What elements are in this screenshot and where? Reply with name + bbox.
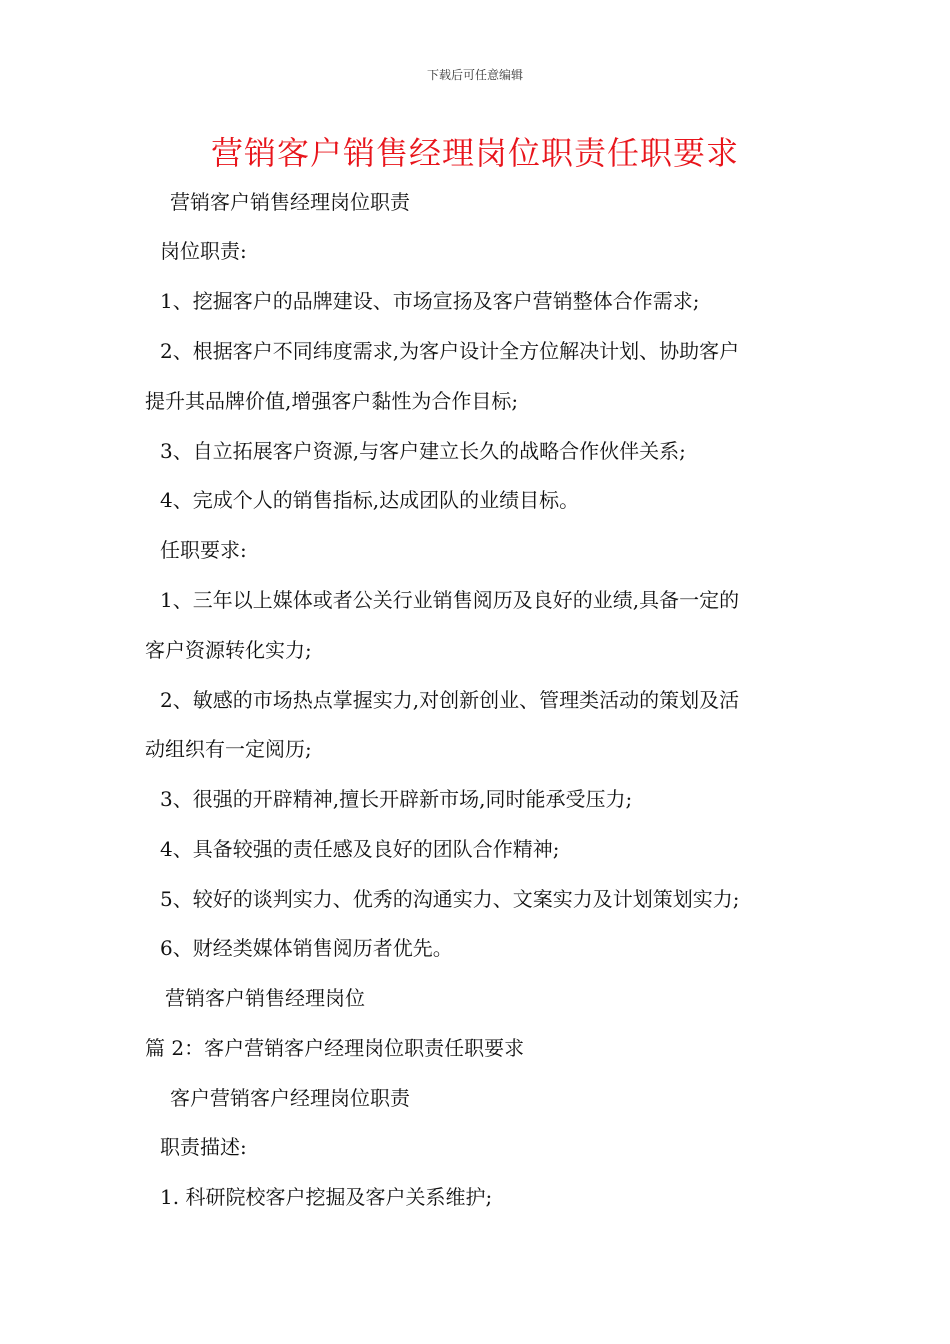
paragraph-line: 岗位职责: [160, 239, 247, 263]
document-title: 营销客户销售经理岗位职责任职要求 [210, 134, 739, 172]
paragraph-line: 提升其品牌价值,增强客户黏性为合作目标; [145, 389, 519, 413]
paragraph-line: 1、三年以上媒体或者公关行业销售阅历及良好的业绩,具备一定的 [160, 588, 740, 612]
paragraph-line: 3、很强的开辟精神,擅长开辟新市场,同时能承受压力; [160, 787, 633, 811]
paragraph-line: 职责描述: [160, 1135, 247, 1159]
paragraph-line: 客户资源转化实力; [145, 638, 312, 662]
paragraph-line: 4、完成个人的销售指标,达成团队的业绩目标。 [160, 488, 580, 512]
paragraph-line: 动组织有一定阅历; [145, 737, 312, 761]
paragraph-line: 3、自立拓展客户资源,与客户建立长久的战略合作伙伴关系; [160, 439, 686, 463]
paragraph-line: 2、根据客户不同纬度需求,为客户设计全方位解决计划、协助客户 [160, 339, 740, 363]
paragraph-line: 1. 科研院校客户挖掘及客户关系维护; [160, 1185, 493, 1209]
paragraph-line: 客户营销客户经理岗位职责 [170, 1086, 410, 1110]
paragraph-line: 营销客户销售经理岗位职责 [170, 190, 410, 214]
paragraph-line: 4、具备较强的责任感及良好的团队合作精神; [160, 837, 560, 861]
section-heading: 篇 2：客户营销客户经理岗位职责任职要求 [145, 1036, 525, 1060]
paragraph-line: 任职要求: [160, 538, 247, 562]
download-note: 下载后可任意编辑 [426, 68, 523, 82]
paragraph-line: 1、挖掘客户的品牌建设、市场宣扬及客户营销整体合作需求; [160, 289, 700, 313]
paragraph-line: 2、敏感的市场热点掌握实力,对创新创业、管理类活动的策划及活 [160, 688, 740, 712]
paragraph-line: 营销客户销售经理岗位 [165, 986, 365, 1010]
paragraph-line: 6、财经类媒体销售阅历者优先。 [160, 936, 453, 960]
paragraph-line: 5、较好的谈判实力、优秀的沟通实力、文案实力及计划策划实力; [160, 887, 740, 911]
